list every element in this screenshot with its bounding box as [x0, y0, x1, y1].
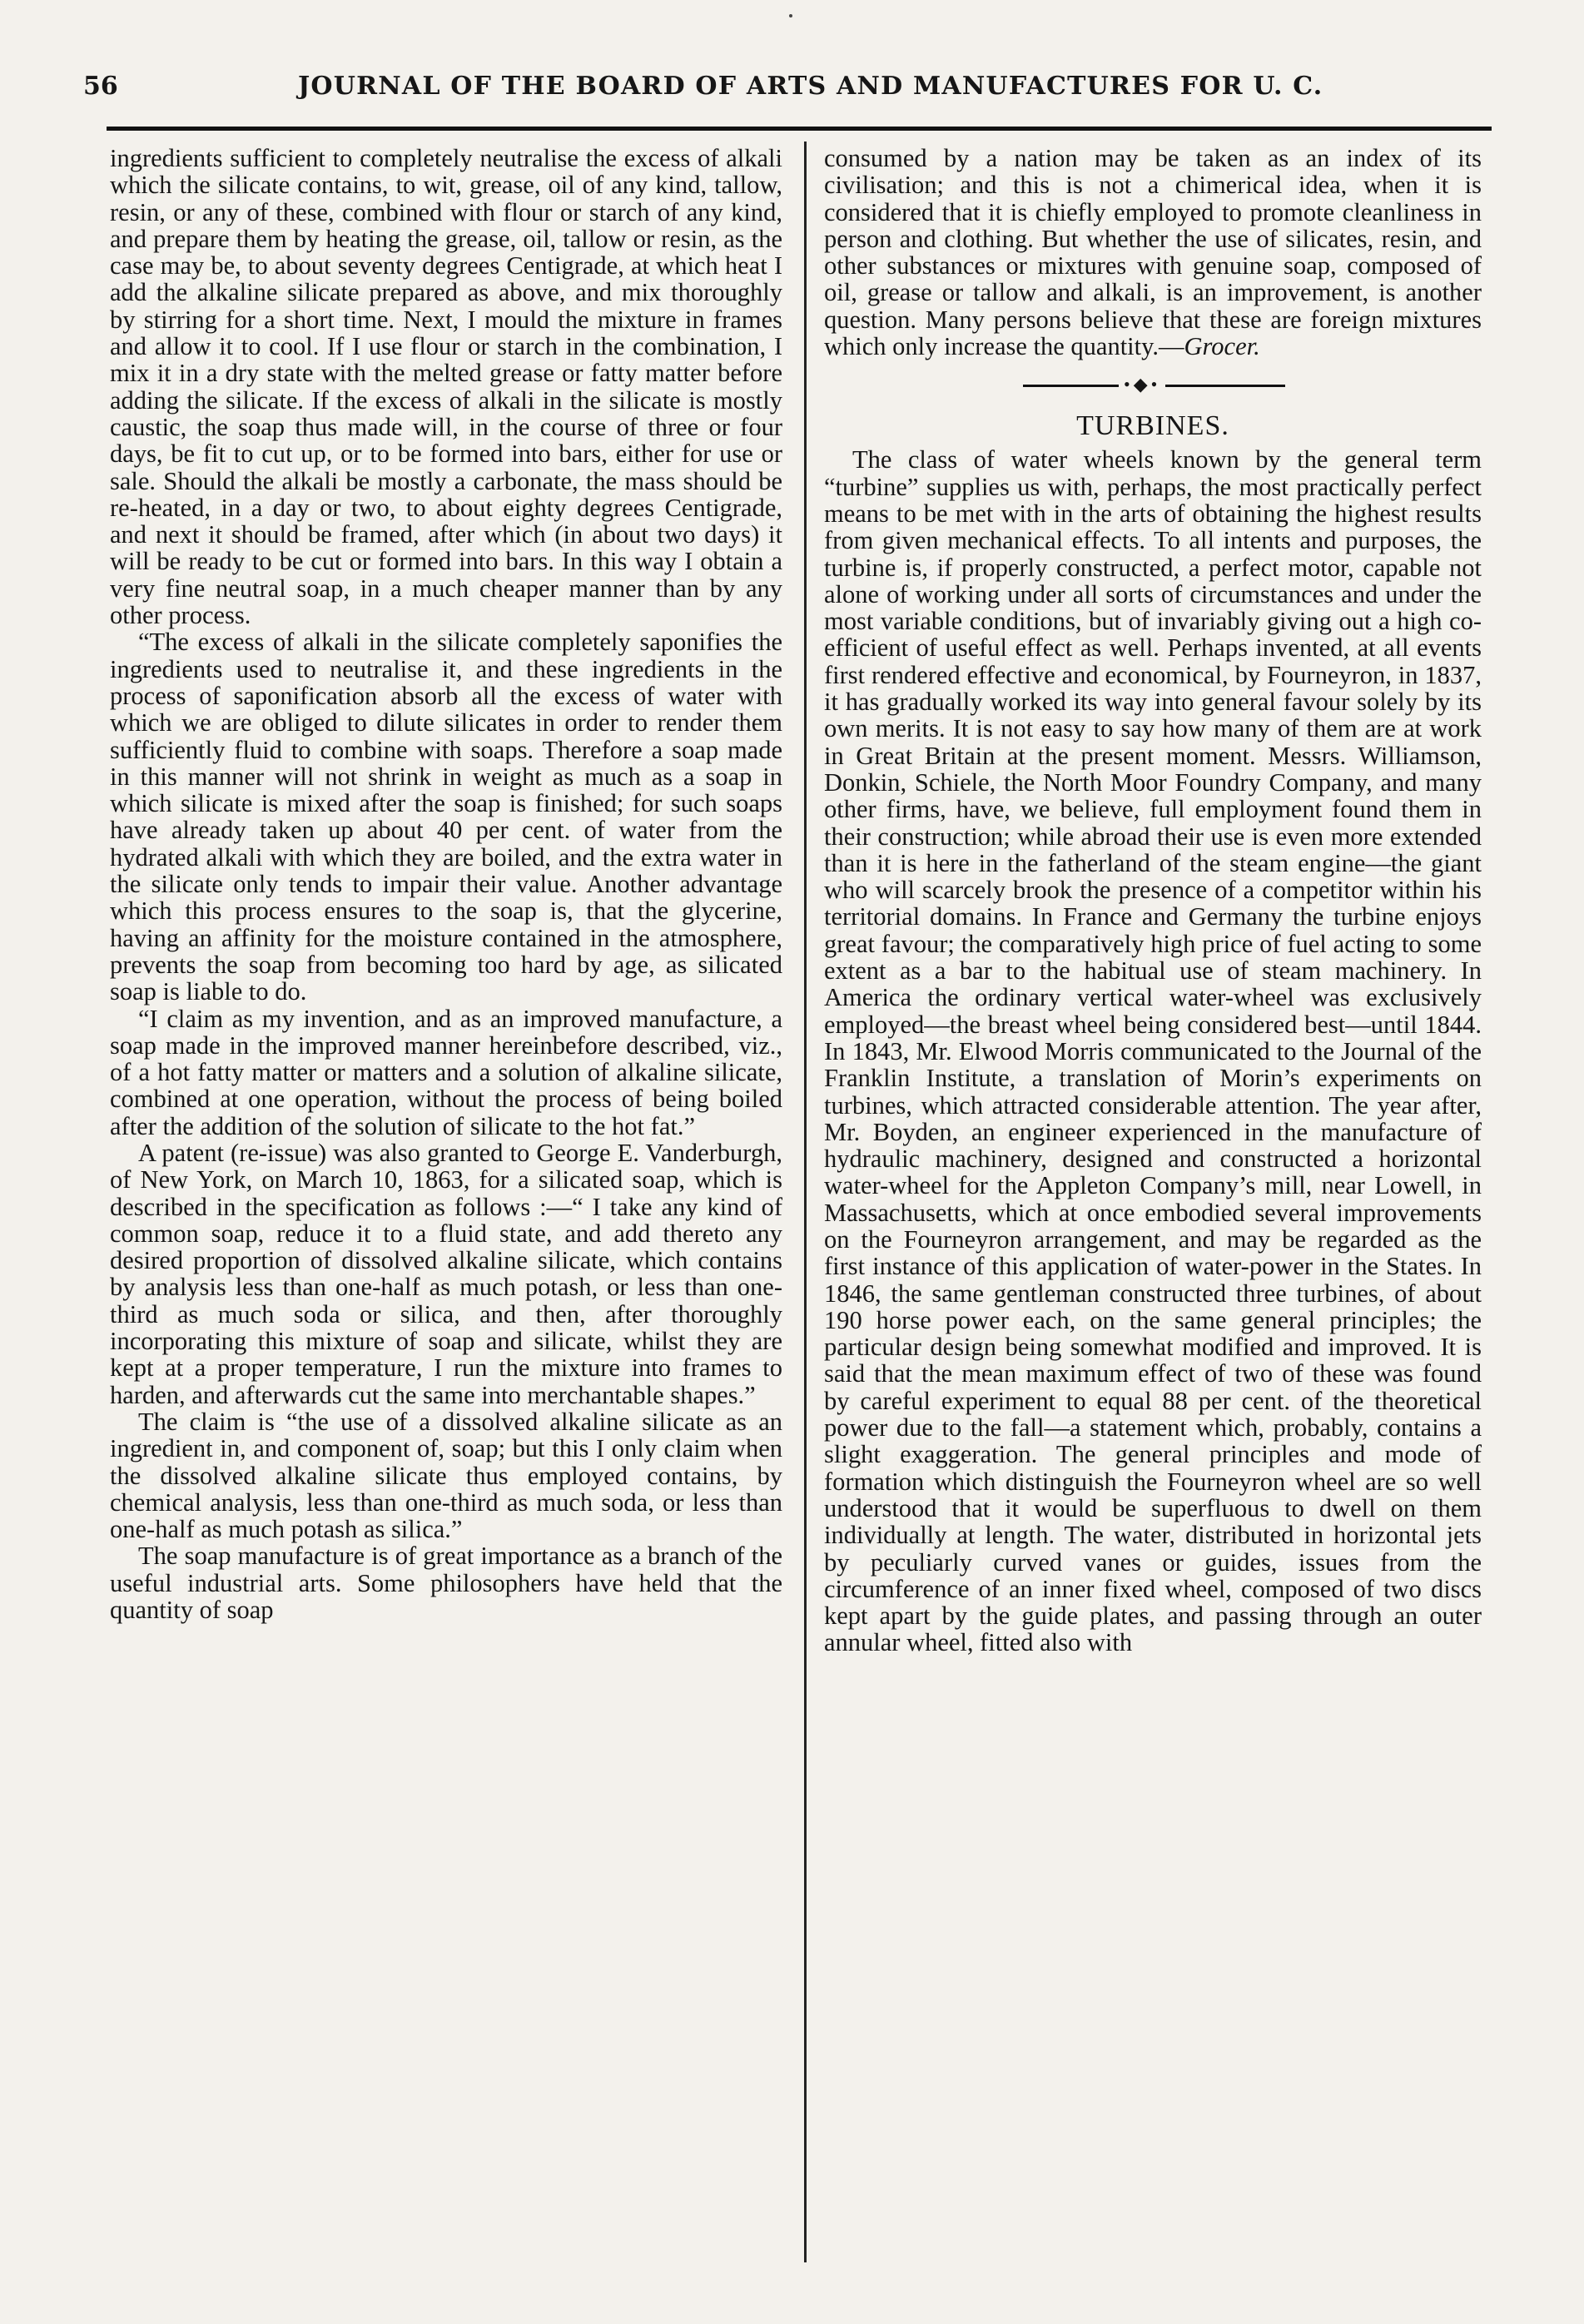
paragraph: The class of water wheels known by the general term “turbine” supplies us with, perhaps, the most practically perfect means to be met with in the arts of obtaining the highest results from given mechanical effects. To all intents and purposes, the turbine is, if properly constructed, a perfect motor, capable not alone of working under all sorts of circumstances and under the most variable conditions, but of invariably giving out a high co-efficient of useful effect as well. Perhaps invented, at all events first rendered effective and economical, by Fourneyron, in 1837, it has gradually worked its way into general favour solely by its own merits. It is not easy to say how many of them are at work in Great Britain at the present moment. Messrs. Williamson, Donkin, Schiele, the North Moor Foundry Company, and many other firms, have, we believe, full employment found them in their construction; while abroad their use is even more extended than it is here in the fatherland of the steam engine—the giant who will scarcely brook the presence of a competitor within his territorial domains. In France and Germany the turbine enjoys great favour; the comparatively high price of fuel acting to some extent as a bar to the habitual use of steam machinery. In America the ordinary vertical water-wheel was exclusively employed—the breast wheel being considered best—until 1844. In 1843, Mr. Elwood Morris communicated to the Journal of the Franklin Institute, a translation of Morin’s experiments on turbines, which attracted considerable attention. The year after, Mr. Boyden, an engineer experienced in the manufacture of hydraulic machinery, designed and constructed a horizontal water-wheel for the Appleton Company’s mill, near Lowell, in Massachusetts, which at once embodied several improvements on the Fourneyron arrangement, and may be regarded as the first instance of this application of water-power in the States. In 1846, the same gentleman constructed three turbines, of about 190 horse power each, on the same general principles; the particular design being somewhat modified and improved. It is said that the mean maximum effect of two of these was found by careful experiment to equal 88 per cent. of the theoretical power due to the fall—a statement which, probably, contains a slight exaggeration. The general principles and mode of formation which distinguish the Fourneyron wheel are so well understood that it would be superfluous to dwell on them individually at length. The water, distributed in horizontal jets by peculiarly curved vanes or guides, issues from the circumference of an inner fixed wheel, composed of two discs kept apart by the guide plates, and passing through an outer annular wheel, fitted also with [824, 445, 1482, 1657]
paragraph [824, 145, 1482, 360]
paragraph: ingredients sufficient to completely neutralise the excess of alkali which the silicate contains, to wit, grease, oil of any kind, tallow, resin, or any of these, combined with flour or starch of any kind, and prepare them by heating the grease, oil, tallow or resin, as the case may be, to about seventy degrees Centigrade, at which heat I add the alkaline silicate prepared as above, and mix thoroughly by stirring for a short time. Next, I mould the mixture in frames and allow it to cool. If I use flour or starch in the combination, I mix it in a dry state with the melted grease or fatty matter before adding the silicate. If the excess of alkali in the silicate is mostly caustic, the soap thus made will, in the course of three or four days, be fit to cut up, or to be formed into bars, either for use or sale. Should the alkali be mostly a carbonate, the mass should be re-heated, in a day or two, to about eighty degrees Centigrade, and next it should be framed, after which (in about two days) it will be ready to be cut or formed into bars. In this way I obtain a very fine neutral soap, in a much cheaper manner than by any other process. [110, 144, 782, 630]
left-column [110, 145, 782, 1623]
paragraph: The claim is “the use of a dissolved alkaline silicate as an ingredient in, and component of, soap; but this I only claim when the dissolved alkaline silicate thus employed contains, by chemical analysis, less than one-third as much soda, or less than one-half as much potash as silica.” [110, 1407, 782, 1544]
section-title: TURBINES. [1076, 410, 1229, 442]
source-attribution: Grocer. [1184, 332, 1260, 361]
section-separator [824, 363, 1482, 410]
paragraph: The soap manufacture is of great importance as a branch of the useful industrial arts. Some philosophers have held that the quantity of soap [110, 1542, 782, 1625]
separator-ornament: •◆• [1119, 374, 1165, 395]
running-title: JOURNAL OF THE BOARD OF ARTS AND MANUFACTURES FOR U. C. [298, 72, 1323, 101]
page-header [83, 72, 1498, 113]
paragraph-text: consumed by a nation may be taken as an index of its civilisation; and this is not a chimerical idea, when it is considered that it is chiefly employed to promote cleanliness in person and clothing. But whether the use of silicates, resin, and other substances or mixtures with genuine soap, composed of oil, grease or tallow and alkali, is an improvement, is another question. Many persons believe that these are foreign mixtures which only increase the quantity.— [824, 144, 1482, 361]
paragraph: A patent (re-issue) was also granted to George E. Vanderburgh, of New York, on March 10, 1863, for a silicated soap, which is described in the specification as follows :—“ I take any kind of common soap, reduce it to a fluid state, and add thereto any desired proportion of dissolved alkaline silicate, which contains by analysis less than one-half as much potash, or less than one-third as much soda or silica, and then, after thoroughly incorporating this mixture of soap and silicate, whilst they are kept at a proper temperature, I run the mixture into frames to harden, and afterwards cut the same into merchantable shapes.” [110, 1138, 782, 1409]
column-divider [804, 142, 807, 2262]
right-column [824, 145, 1482, 1656]
header-rule [107, 127, 1492, 131]
page-number: 56 [83, 72, 118, 101]
paragraph: “I claim as my invention, and as an improved manufacture, a soap made in the improved manner hereinbefore described, viz., of a hot fatty matter or matters and a solution of alkaline silicate, combined at one operation, without the process of being boiled after the addition of the solution of silicate to the hot fat.” [110, 1004, 782, 1140]
page-speck [789, 14, 792, 17]
paragraph: “The excess of alkali in the silicate completely saponifies the ingredients used to neutralise it, and these ingredients in the process of saponification absorb all the excess of water with which we are obliged to dilute silicates in order to render them sufficiently fluid to combine with soaps. Therefore a soap made in this manner will not shrink in weight as much as a soap in which silicate is mixed after the soap is finished; for such soaps have already taken up about 40 per cent. of water from the hydrated alkali with which they are boiled, and the extra water in the silicate only tends to impair their value. Another advantage which this process ensures to the soap is, that the glycerine, having an affinity for the moisture contained in the atmosphere, prevents the soap from becoming too hard by age, as silicated soap is liable to do. [110, 628, 782, 1006]
